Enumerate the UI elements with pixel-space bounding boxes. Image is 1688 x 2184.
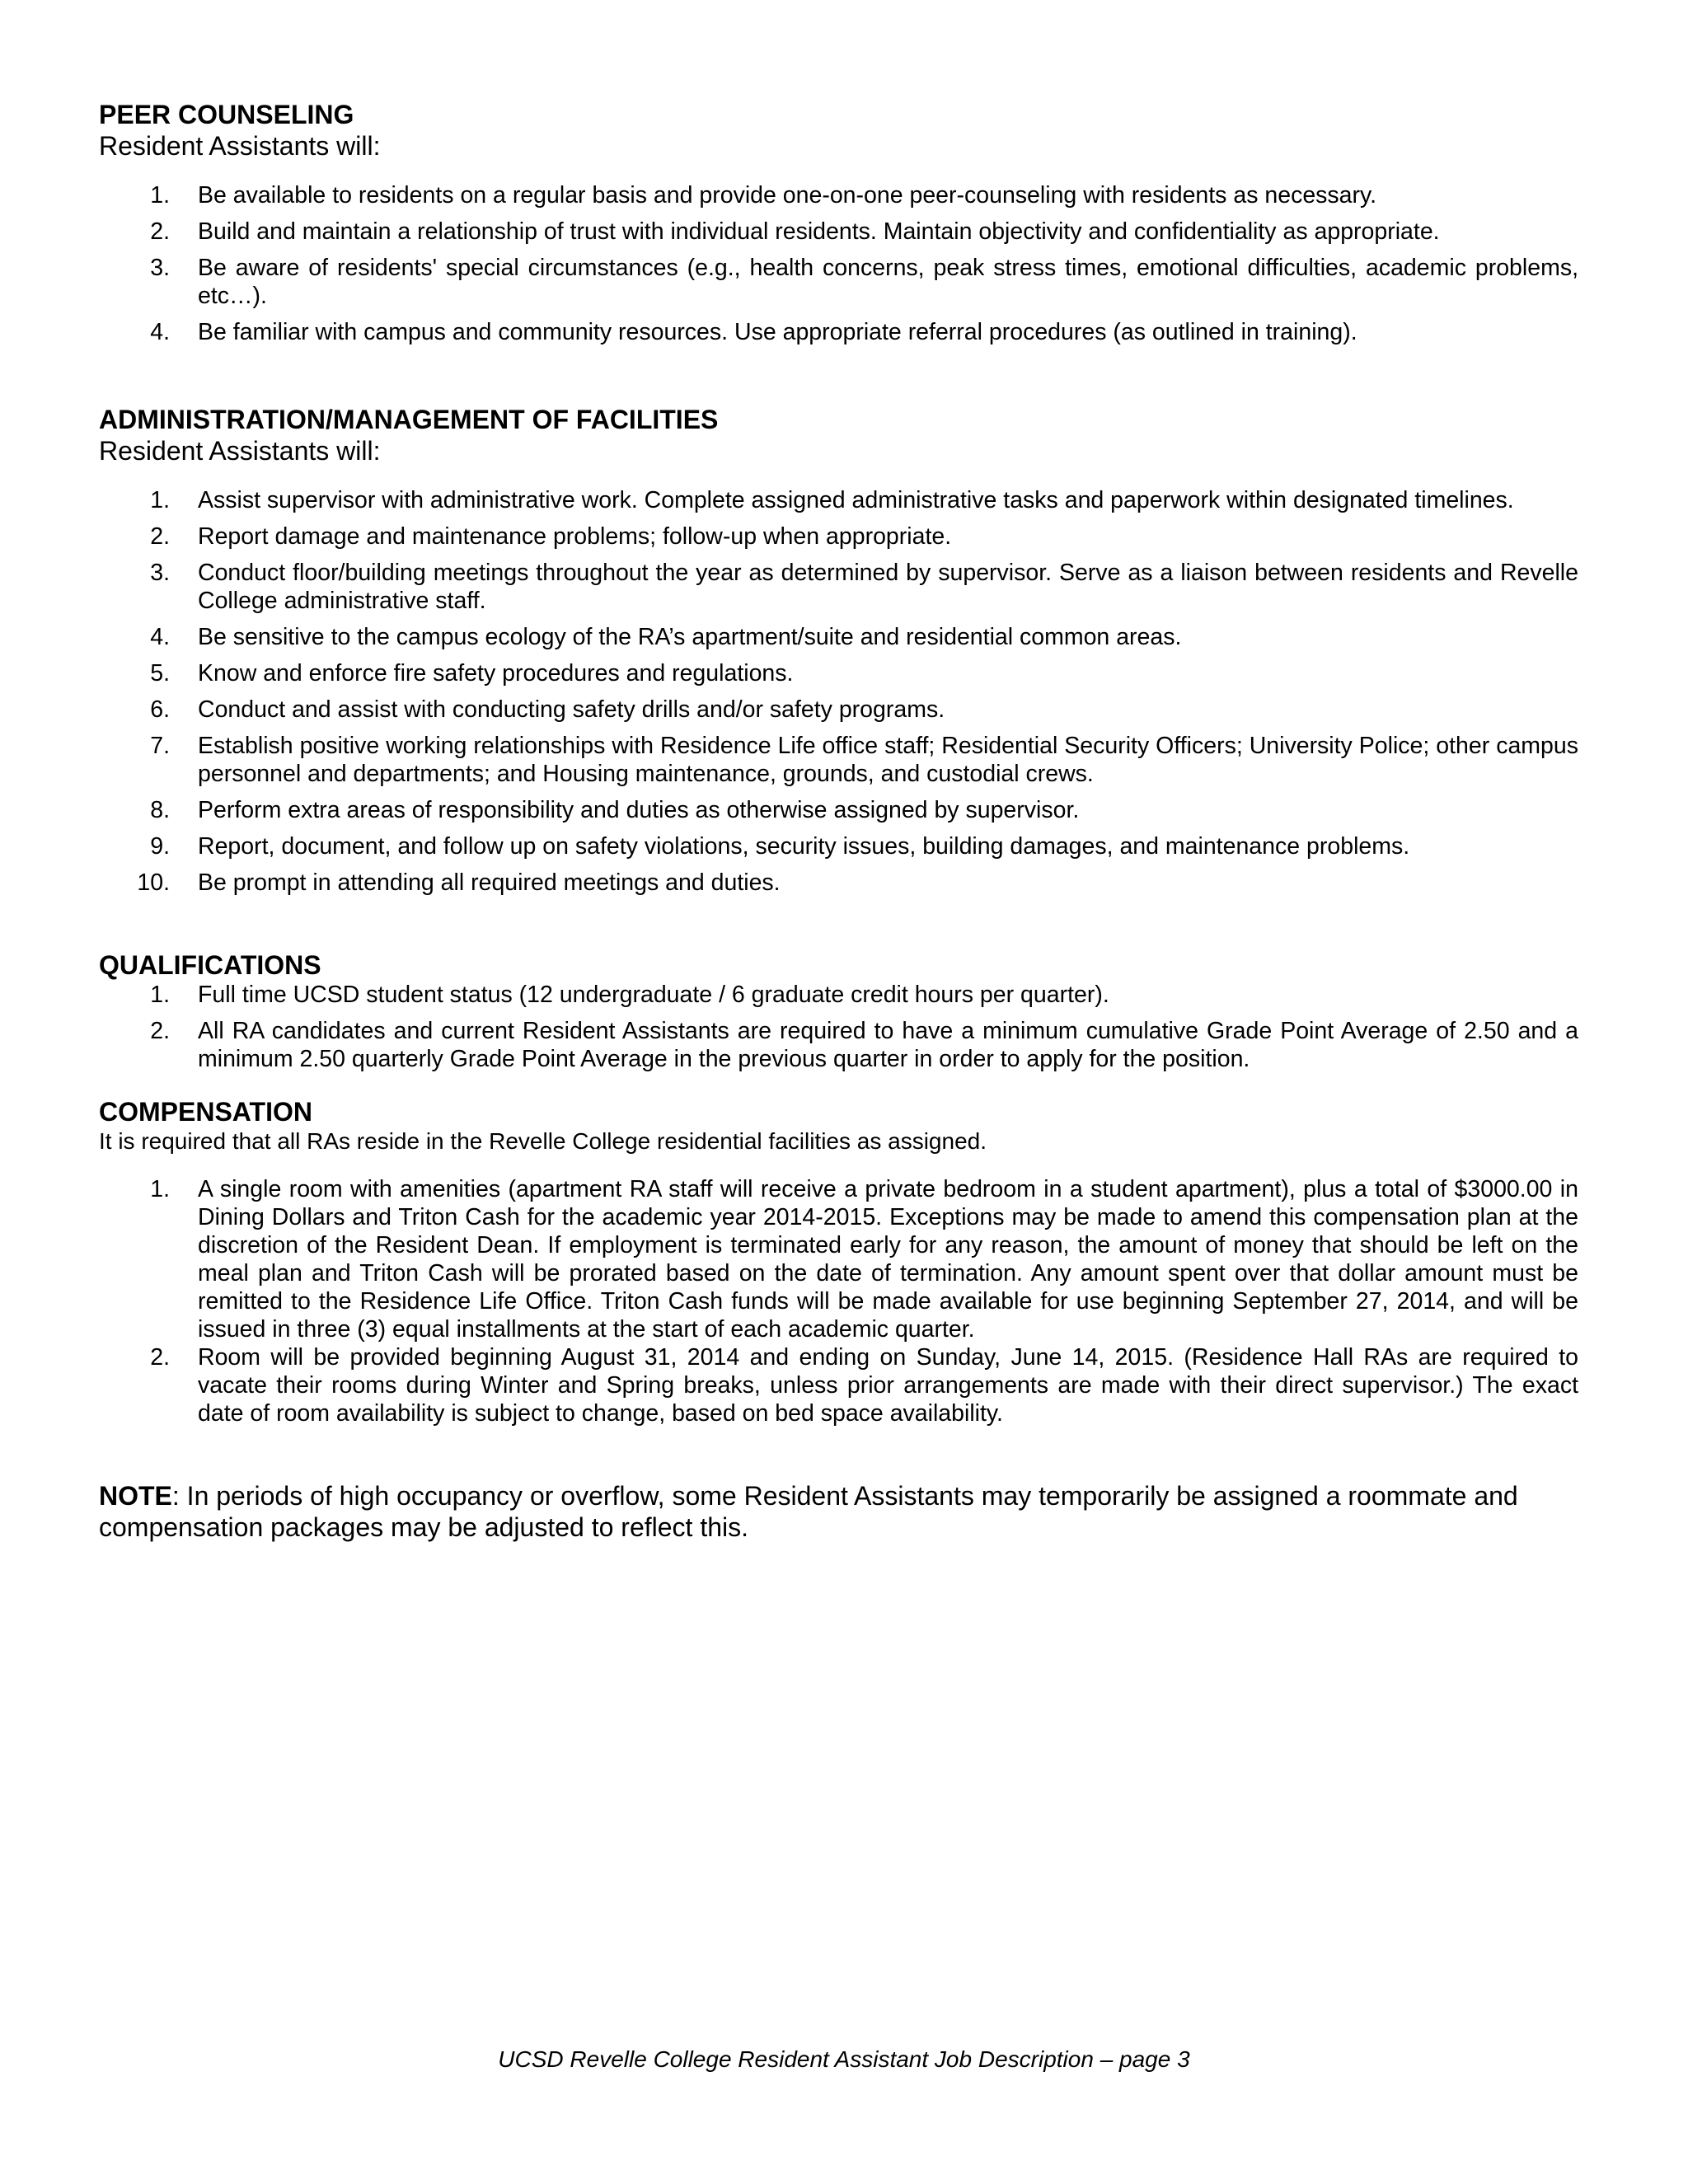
list-item <box>99 1343 1578 1427</box>
item-number: 10. <box>137 869 170 896</box>
item-text: Be sensitive to the campus ecology of the RA’s apartment/suite and residential common areas. <box>198 624 1182 650</box>
item-text: Report, document, and follow up on safety violations, security issues, building damages, and maintenance problems. <box>198 833 1410 860</box>
item-number: 2. <box>150 1018 170 1044</box>
item-list <box>99 181 1578 346</box>
section-intro: Resident Assistants will: <box>99 131 381 161</box>
list-item <box>99 318 1578 346</box>
section-peer-counseling <box>99 99 1578 346</box>
section-title: PEER COUNSELING <box>99 100 354 129</box>
section-title: ADMINISTRATION/MANAGEMENT OF FACILITIES <box>99 405 719 434</box>
item-text: Be available to residents on a regular basis and provide one-on-one peer-counseling with residents as necessary. <box>198 182 1377 209</box>
section-intro: It is required that all RAs reside in the Revelle College residential facilities as assigned. <box>99 1128 987 1154</box>
page-footer: UCSD Revelle College Resident Assistant Job Description – page 3 <box>498 2046 1190 2072</box>
item-number: 1. <box>150 487 170 513</box>
item-number: 2. <box>150 1344 170 1371</box>
item-number: 3. <box>150 255 170 281</box>
item-text: Be aware of residents' special circumstances (e.g., health concerns, peak stress times, emotional difficulties, academic problems, etc…). <box>198 255 1578 309</box>
list-item <box>99 796 1578 824</box>
item-number: 5. <box>150 660 170 687</box>
item-number: 4. <box>150 319 170 345</box>
item-number: 8. <box>150 797 170 823</box>
item-number: 1. <box>150 182 170 209</box>
item-list <box>99 1175 1578 1427</box>
item-text: Perform extra areas of responsibility and duties as otherwise assigned by supervisor. <box>198 797 1080 823</box>
list-item <box>99 869 1578 897</box>
item-number: 4. <box>150 624 170 650</box>
section-qualifications <box>99 949 1578 1073</box>
item-number: 1. <box>150 982 170 1008</box>
list-item <box>99 181 1578 209</box>
item-text: All RA candidates and current Resident Assistants are required to have a minimum cumulative Grade Point Average of 2.50 and a minimum 2.50 quarterly Grade Point Average in the previous quarter in order to apply for the position. <box>198 1018 1578 1072</box>
section-intro: Resident Assistants will: <box>99 436 381 466</box>
item-text: Build and maintain a relationship of trust with individual residents. Maintain objectivity and confidentiality as appropriate. <box>198 218 1440 245</box>
section-title: QUALIFICATIONS <box>99 950 321 980</box>
item-number: 6. <box>150 696 170 723</box>
item-text: Establish positive working relationships with Residence Life office staff; Residential Security Officers; University Police; other campus personnel and departments; and Housing maintenance, grounds, and custodial crews. <box>198 733 1578 787</box>
item-text: Room will be provided beginning August 31, 2014 and ending on Sunday, June 14, 2015. (Residence Hall RAs are required to vacate their rooms during Winter and Spring breaks, unless prior arrangements are made with their direct supervisor.) The exact date of room availability is subject to change, based on bed space availability. <box>198 1344 1578 1427</box>
list-item <box>99 523 1578 551</box>
item-text: Assist supervisor with administrative work. Complete assigned administrative tasks and paperwork within designated timelines. <box>198 487 1514 513</box>
list-item <box>99 1175 1578 1343</box>
item-number: 2. <box>150 523 170 550</box>
item-text: Be familiar with campus and community resources. Use appropriate referral procedures (as outlined in training). <box>198 319 1357 345</box>
item-text: Full time UCSD student status (12 undergraduate / 6 graduate credit hours per quarter). <box>198 982 1109 1008</box>
list-item <box>99 832 1578 860</box>
list-item <box>99 559 1578 615</box>
note-paragraph <box>99 1480 1578 1543</box>
note-label: NOTE <box>99 1481 172 1511</box>
item-list <box>99 981 1578 1073</box>
list-item <box>99 623 1578 651</box>
list-item <box>99 696 1578 724</box>
item-text: Conduct and assist with conducting safety drills and/or safety programs. <box>198 696 945 723</box>
section-administration <box>99 404 1578 897</box>
list-item <box>99 1017 1578 1073</box>
item-text: Know and enforce fire safety procedures and regulations. <box>198 660 794 687</box>
list-item <box>99 981 1578 1009</box>
item-number: 2. <box>150 218 170 245</box>
item-number: 3. <box>150 560 170 586</box>
section-title: COMPENSATION <box>99 1097 312 1127</box>
list-item <box>99 486 1578 514</box>
list-item <box>99 659 1578 687</box>
list-item <box>99 218 1578 246</box>
item-number: 1. <box>150 1176 170 1202</box>
section-compensation <box>99 1096 1578 1427</box>
item-text: A single room with amenities (apartment RA staff will receive a private bedroom in a student apartment), plus a total of $3000.00 in Dining Dollars and Triton Cash for the academic year 2014-2015. Exceptions may be made to amend this compensation plan at the discretion of the Resident Dean. If employment is terminated early for any reason, the amount of money that should be left on the meal plan and Triton Cash will be prorated based on the date of termination. Any amount spent over that dollar amount must be remitted to the Residence Life Office. Triton Cash funds will be made available for use beginning September 27, 2014, and will be issued in three (3) equal installments at the start of each academic quarter. <box>198 1176 1578 1343</box>
item-list <box>99 486 1578 897</box>
item-text: Report damage and maintenance problems; follow-up when appropriate. <box>198 523 952 550</box>
list-item <box>99 732 1578 788</box>
document-page <box>99 99 1578 1569</box>
item-text: Be prompt in attending all required meetings and duties. <box>198 869 781 896</box>
item-number: 9. <box>150 833 170 860</box>
item-text: Conduct floor/building meetings throughout the year as determined by supervisor. Serve as a liaison between residents and Revelle College administrative staff. <box>198 560 1578 614</box>
list-item <box>99 254 1578 310</box>
item-number: 7. <box>150 733 170 759</box>
note-text: : In periods of high occupancy or overflow, some Resident Assistants may temporarily be assigned a roommate and compensation packages may be adjusted to reflect this. <box>99 1481 1518 1542</box>
